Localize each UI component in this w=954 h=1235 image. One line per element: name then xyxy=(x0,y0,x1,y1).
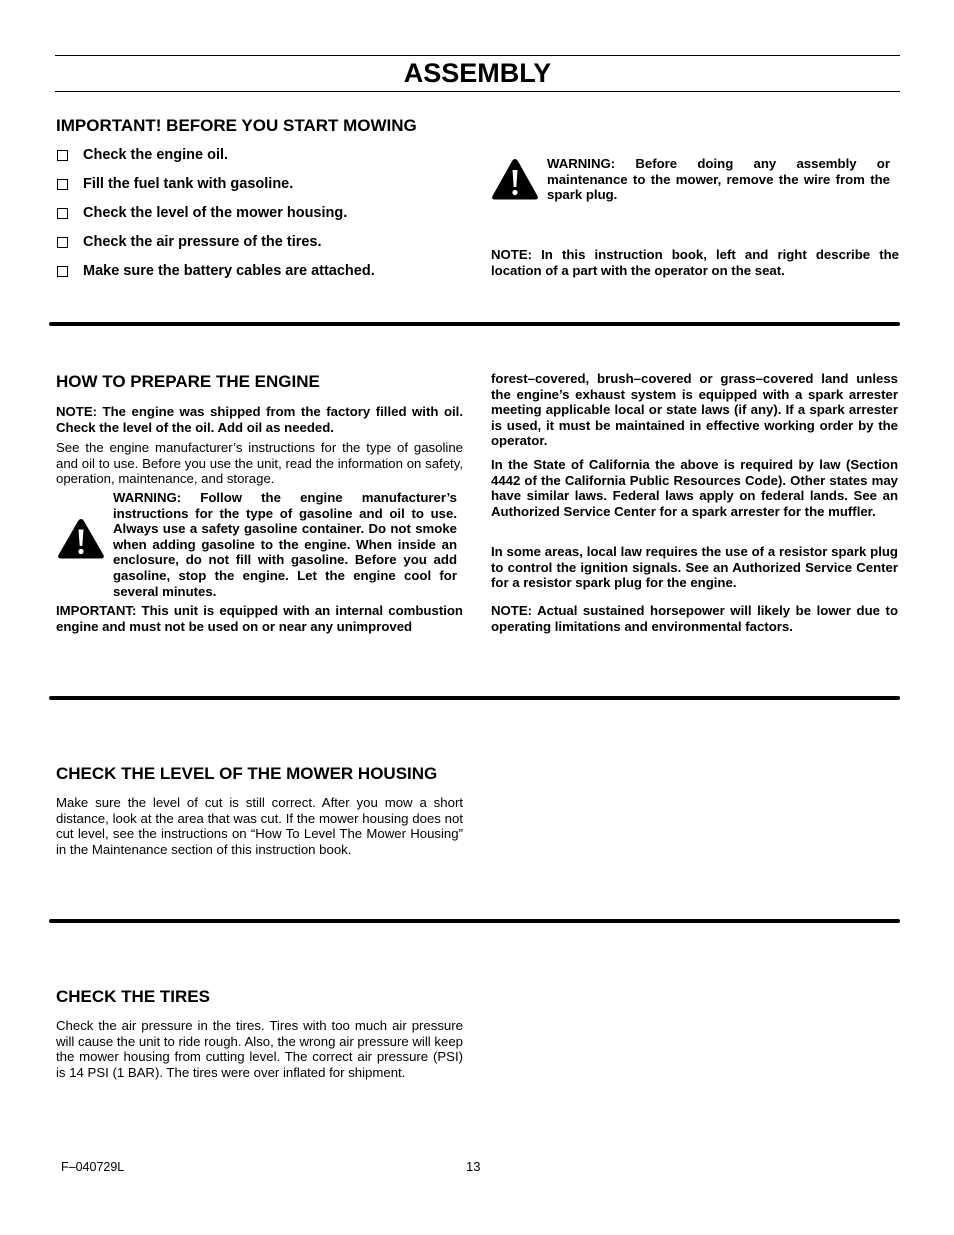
prepare-engine-heading: HOW TO PREPARE THE ENGINE xyxy=(56,372,320,391)
checklist-item[interactable] xyxy=(57,146,228,164)
checklist-item[interactable] xyxy=(57,233,322,251)
checklist-item-label: Check the level of the mower housing. xyxy=(83,205,348,221)
checkbox-icon[interactable] xyxy=(57,237,68,248)
checklist-item-label: Fill the fuel tank with gasoline. xyxy=(83,176,294,192)
page-number: 13 xyxy=(466,1159,481,1174)
engine-intro-text: See the engine manufacturer’s instructions for the type of gasoline and oil to use. Before you use the unit, read the information on safety, operation, maintenance, and storage. xyxy=(56,440,463,487)
mower-housing-heading: CHECK THE LEVEL OF THE MOWER HOUSING xyxy=(56,764,438,783)
section-divider xyxy=(49,322,900,326)
assembly-warning-text: WARNING: Before doing any assembly or maintenance to the mower, remove the wire from the spark plug. xyxy=(547,156,890,203)
checkbox-icon[interactable] xyxy=(57,150,68,161)
page-title: ASSEMBLY xyxy=(403,58,552,88)
title-top-rule xyxy=(55,55,900,56)
before-mowing-heading: IMPORTANT! BEFORE YOU START MOWING xyxy=(56,116,417,135)
section-divider xyxy=(49,696,900,700)
checkbox-icon[interactable] xyxy=(57,266,68,277)
tires-body: Check the air pressure in the tires. Tires with too much air pressure will cause the unit to ride rough. Also, the wrong air pressure will keep the mower housing from cutting level. The correct air pressure (PSI) is 14 PSI (1 BAR). The tires were over inflated for shipment. xyxy=(56,1018,463,1080)
left-right-note: NOTE: In this instruction book, left and right describe the location of a part with the operator on the seat. xyxy=(491,247,899,278)
checklist-item[interactable] xyxy=(57,204,347,222)
checkbox-icon[interactable] xyxy=(57,208,68,219)
horsepower-note: NOTE: Actual sustained horsepower will likely be lower due to operating limitations and environmental factors. xyxy=(491,603,898,634)
tires-heading: CHECK THE TIRES xyxy=(56,987,210,1006)
section-divider xyxy=(49,919,900,923)
mower-housing-body: Make sure the level of cut is still correct. After you mow a short distance, look at the area that was cut. If the mower housing does not cut level, see the instructions on “How To Level The Mower Housing” in the Maintenance section of this instruction book. xyxy=(56,795,463,857)
resistor-spark-plug-text: In some areas, local law requires the use of a resistor spark plug to control the ignition signals. See an Authorized Service Center for a resistor spark plug for the engine. xyxy=(491,544,898,591)
engine-oil-note: NOTE: The engine was shipped from the factory filled with oil. Check the level of the oil. Add oil as needed. xyxy=(56,404,463,435)
checklist-item[interactable] xyxy=(57,262,375,280)
checklist-item-label: Check the air pressure of the tires. xyxy=(83,234,322,250)
warning-triangle-icon xyxy=(490,156,540,202)
checkbox-icon[interactable] xyxy=(57,179,68,190)
spark-arrester-text: forest–covered, brush–covered or grass–covered land unless the engine’s exhaust system is equipped with a spark arrester meeting applicable local or state laws (if any). If a spark arrester is used, it must be maintained in effective working order by the operator. xyxy=(491,371,898,449)
california-law-text: In the State of California the above is required by law (Section 4442 of the California Public Resources Code). Other states may have similar laws. Federal laws apply on federal lands. See an Authorized Service Center for a spark arrester for the muffler. xyxy=(491,457,898,519)
checklist-item-label: Make sure the battery cables are attached. xyxy=(83,263,375,279)
warning-triangle-icon xyxy=(56,516,106,561)
combustion-important-text: IMPORTANT: This unit is equipped with an internal combustion engine and must not be used on or near any unimproved xyxy=(56,603,463,634)
title-bottom-rule xyxy=(55,91,900,92)
checklist-item[interactable] xyxy=(57,175,293,193)
document-code: F–040729L xyxy=(61,1160,125,1174)
checklist-item-label: Check the engine oil. xyxy=(83,147,229,163)
gasoline-warning-text: WARNING: Follow the engine manufacturer’s instructions for the type of gasoline and oil to use. Always use a safety gasoline container. Do not smoke when adding gasoline to the engine. When inside an enclosure, do not fill with gasoline. Before you add gasoline, stop the engine. Let the engine cool for several minutes. xyxy=(113,490,457,599)
